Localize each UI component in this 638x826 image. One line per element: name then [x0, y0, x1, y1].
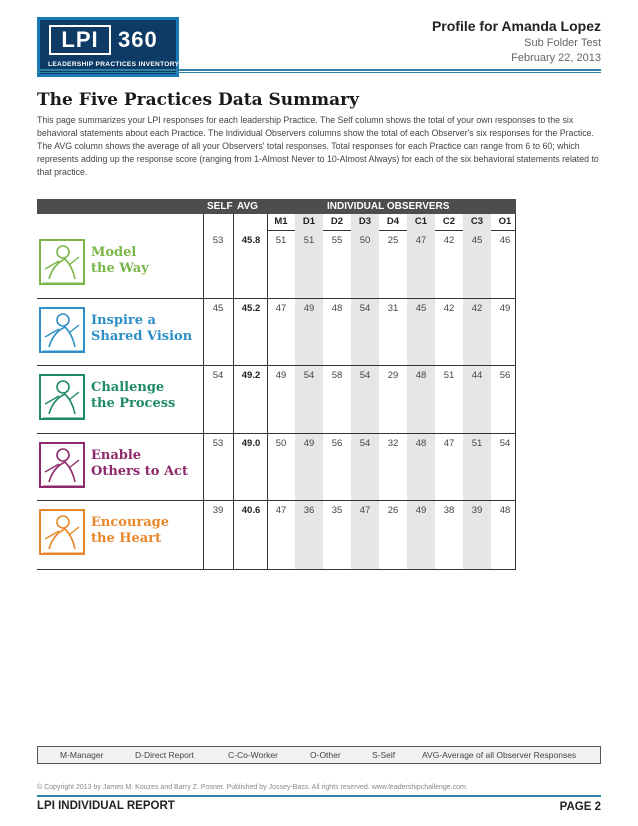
observer-column-header: O1 [498, 216, 512, 227]
copyright-text: © Copyright 2013 by James M. Kouzes and Barry Z. Posner. Published by Jossey-Bass. All rights reserved. www.leadershipchallenge.com. [37, 784, 468, 791]
observer-column-header: D3 [358, 216, 372, 227]
legend-manager: M-Manager [60, 750, 104, 760]
observer-score: 35 [331, 505, 343, 517]
practice-label: Enable Others to Act [91, 447, 188, 479]
observer-score: 54 [359, 437, 371, 449]
practices-data-table [37, 199, 516, 570]
legend-self: S-Self [372, 750, 396, 760]
observers-header: INDIVIDUAL OBSERVERS [327, 201, 450, 212]
observer-score: 49 [275, 370, 287, 382]
observer-score: 47 [443, 437, 455, 449]
observer-score: 58 [331, 370, 343, 382]
self-score: 53 [212, 437, 224, 449]
observer-column-header: D1 [302, 216, 316, 227]
row-separator [37, 298, 516, 299]
observer-score: 42 [471, 302, 483, 314]
row-separator [37, 500, 516, 501]
observer-score: 25 [387, 235, 399, 246]
self-score: 39 [212, 505, 224, 517]
observer-score: 47 [275, 505, 287, 517]
observer-score: 54 [359, 302, 371, 314]
observer-score: 47 [359, 505, 371, 517]
observer-score: 38 [443, 505, 455, 517]
observer-score: 56 [331, 437, 343, 449]
practice-label: Encourage the Heart [91, 515, 170, 547]
observer-score: 51 [275, 235, 287, 246]
intro-paragraph: This page summarizes your LPI responses for each leadership Practice. The Self column shows the total of your own responses to the six behavioral statements about each Practice. The Individual Observers columns show the total of each Observer's six responses for the Practice. The AVG column shows the average of all your Observers' total responses. Total responses for each Practice can range from 6 to 60; which represents adding up the response score (ranging from 1-Almost Never to 10-Almost Always) for each of the six behavioral statements related to that practice. [37, 115, 599, 177]
inspire-a-shared-vision-icon [39, 307, 85, 353]
observer-score: 51 [471, 437, 483, 449]
profile-name: Profile for Amanda Lopez [431, 18, 601, 34]
observer-column-header: C1 [414, 216, 428, 227]
observer-score: 50 [275, 437, 287, 449]
observer-column-header: C2 [442, 216, 456, 227]
observer-score: 42 [443, 302, 455, 314]
avg-score: 45.8 [241, 235, 261, 246]
legend-average: AVG-Average of all Observer Responses [422, 750, 577, 760]
row-separator [37, 433, 516, 434]
report-date: February 22, 2013 [511, 52, 601, 64]
observer-score: 54 [303, 370, 315, 382]
observer-score: 49 [303, 437, 315, 449]
column-divider [233, 214, 234, 570]
observer-score: 50 [359, 235, 371, 246]
avg-score: 49.0 [241, 437, 261, 449]
observer-score: 39 [471, 505, 483, 517]
observer-column-header: M1 [274, 216, 288, 227]
logo-subtitle: LEADERSHIP PRACTICES INVENTORY [48, 61, 180, 68]
self-score: 53 [212, 235, 224, 246]
legend-other: O-Other [310, 750, 341, 760]
observer-score: 44 [471, 370, 483, 382]
page-number: PAGE 2 [559, 801, 601, 813]
footer-rule [37, 795, 601, 797]
row-separator [37, 365, 516, 366]
page-title: The Five Practices Data Summary [37, 90, 359, 110]
observer-score: 29 [387, 370, 399, 382]
observer-column-header: D2 [330, 216, 344, 227]
observer-score: 51 [443, 370, 455, 382]
observer-score: 26 [387, 505, 399, 517]
observer-score: 54 [359, 370, 371, 382]
observer-score: 48 [415, 437, 427, 449]
table-bottom-border [37, 569, 516, 570]
observer-score: 48 [415, 370, 427, 382]
enable-others-to-act-icon [39, 442, 85, 488]
observer-score: 45 [415, 302, 427, 314]
legend-co-worker: C-Co-Worker [228, 750, 278, 760]
self-score: 54 [212, 370, 224, 382]
lpi-360-logo [37, 17, 179, 77]
observer-score: 32 [387, 437, 399, 449]
model-the-way-icon [39, 239, 85, 285]
logo-lpi-text: LPI [49, 25, 111, 55]
avg-score: 40.6 [241, 505, 261, 517]
avg-score: 45.2 [241, 302, 261, 314]
observer-score: 48 [499, 505, 511, 517]
observer-score: 42 [443, 235, 455, 246]
observer-score: 36 [303, 505, 315, 517]
observer-score: 55 [331, 235, 343, 246]
header-rule-thin [37, 72, 601, 73]
observer-score: 31 [387, 302, 399, 314]
encourage-the-heart-icon [39, 509, 85, 555]
observer-score: 51 [303, 235, 315, 246]
observer-score: 46 [499, 235, 511, 246]
challenge-the-process-icon [39, 374, 85, 420]
observer-column-header: C3 [470, 216, 484, 227]
observer-score: 56 [499, 370, 511, 382]
observer-column-header: D4 [386, 216, 400, 227]
report-name: LPI INDIVIDUAL REPORT [37, 800, 175, 812]
avg-column-header: AVG [237, 201, 258, 212]
self-column-header: SELF [207, 201, 233, 212]
column-divider [203, 214, 204, 570]
self-score: 45 [212, 302, 224, 314]
logo-360-text: 360 [118, 27, 158, 52]
header-rule [37, 69, 601, 71]
practice-label: Challenge the Process [91, 380, 176, 412]
observer-score: 48 [331, 302, 343, 314]
observer-score: 45 [471, 235, 483, 246]
legend-direct-report: D-Direct Report [135, 750, 195, 760]
observer-score: 54 [499, 437, 511, 449]
observer-score: 47 [415, 235, 427, 246]
observer-score: 47 [275, 302, 287, 314]
practice-label: Model the Way [91, 245, 149, 276]
observer-score: 49 [415, 505, 427, 517]
legend-bar [37, 746, 601, 764]
folder-name: Sub Folder Test [524, 37, 601, 49]
observer-score: 49 [303, 302, 315, 314]
observer-score: 49 [499, 302, 511, 314]
avg-score: 49.2 [241, 370, 261, 382]
practice-label: Inspire a Shared Vision [91, 312, 193, 344]
